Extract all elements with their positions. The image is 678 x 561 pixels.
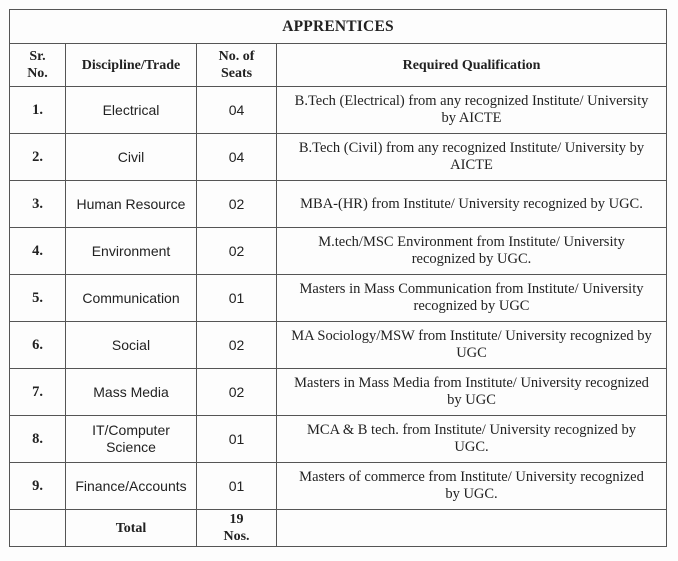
header-row <box>10 44 667 87</box>
header-discipline: Discipline/Trade <box>66 44 197 87</box>
total-label: Total <box>66 510 197 547</box>
row-discipline: Social <box>66 322 197 369</box>
row-discipline: Civil <box>66 134 197 181</box>
header-seats <box>197 44 277 87</box>
header-seats-line2: Seats <box>220 66 253 81</box>
row-seats: 02 <box>197 369 277 416</box>
table-row <box>10 463 667 510</box>
header-seats-line1: No. of <box>218 49 255 64</box>
row-qualification: Masters in Mass Media from Institute/ University recognized by UGC <box>277 369 667 416</box>
table-row <box>10 181 667 228</box>
row-sr-no: 1. <box>10 87 66 134</box>
table-row <box>10 369 667 416</box>
table-row <box>10 228 667 275</box>
row-sr-no: 7. <box>10 369 66 416</box>
row-seats: 02 <box>197 322 277 369</box>
row-seats: 04 <box>197 134 277 181</box>
row-discipline: Mass Media <box>66 369 197 416</box>
row-discipline: Finance/Accounts <box>66 463 197 510</box>
row-sr-no: 8. <box>10 416 66 463</box>
table-row <box>10 416 667 463</box>
total-seats-unit: Nos. <box>223 529 250 544</box>
row-sr-no: 5. <box>10 275 66 322</box>
row-qualification: MCA & B tech. from Institute/ University recognized by UGC. <box>277 416 667 463</box>
row-discipline: Human Resource <box>66 181 197 228</box>
row-discipline: Communication <box>66 275 197 322</box>
row-qualification: B.Tech (Civil) from any recognized Institute/ University by AICTE <box>277 134 667 181</box>
row-qualification: Masters of commerce from Institute/ University recognized by UGC. <box>277 463 667 510</box>
row-seats: 01 <box>197 463 277 510</box>
row-seats: 01 <box>197 275 277 322</box>
table-title-row <box>10 10 667 44</box>
row-seats: 02 <box>197 181 277 228</box>
row-sr-no: 6. <box>10 322 66 369</box>
row-seats: 04 <box>197 87 277 134</box>
table-row <box>10 134 667 181</box>
row-sr-no: 3. <box>10 181 66 228</box>
row-seats: 02 <box>197 228 277 275</box>
row-sr-no: 4. <box>10 228 66 275</box>
row-sr-no: 9. <box>10 463 66 510</box>
table-row <box>10 322 667 369</box>
row-seats: 01 <box>197 416 277 463</box>
row-discipline: Electrical <box>66 87 197 134</box>
total-empty-cell <box>10 510 66 547</box>
header-sr-no <box>10 44 66 87</box>
row-discipline: IT/Computer Science <box>66 416 197 463</box>
table-row <box>10 275 667 322</box>
total-qualification-empty <box>277 510 667 547</box>
row-sr-no: 2. <box>10 134 66 181</box>
row-qualification: MBA-(HR) from Institute/ University recognized by UGC. <box>277 181 667 228</box>
row-discipline: Environment <box>66 228 197 275</box>
row-qualification: Masters in Mass Communication from Institute/ University recognized by UGC <box>277 275 667 322</box>
total-row <box>10 510 667 547</box>
row-qualification: M.tech/MSC Environment from Institute/ University recognized by UGC. <box>277 228 667 275</box>
table-title: APPRENTICES <box>10 10 667 44</box>
table-row <box>10 87 667 134</box>
total-seats <box>197 510 277 547</box>
total-seats-count: 19 <box>229 512 244 527</box>
header-qualification: Required Qualification <box>277 44 667 87</box>
header-sr-no-line2: No. <box>27 66 48 81</box>
row-qualification: MA Sociology/MSW from Institute/ University recognized by UGC <box>277 322 667 369</box>
apprentices-table <box>9 9 667 547</box>
header-sr-no-line1: Sr. <box>29 49 46 64</box>
row-qualification: B.Tech (Electrical) from any recognized Institute/ University by AICTE <box>277 87 667 134</box>
